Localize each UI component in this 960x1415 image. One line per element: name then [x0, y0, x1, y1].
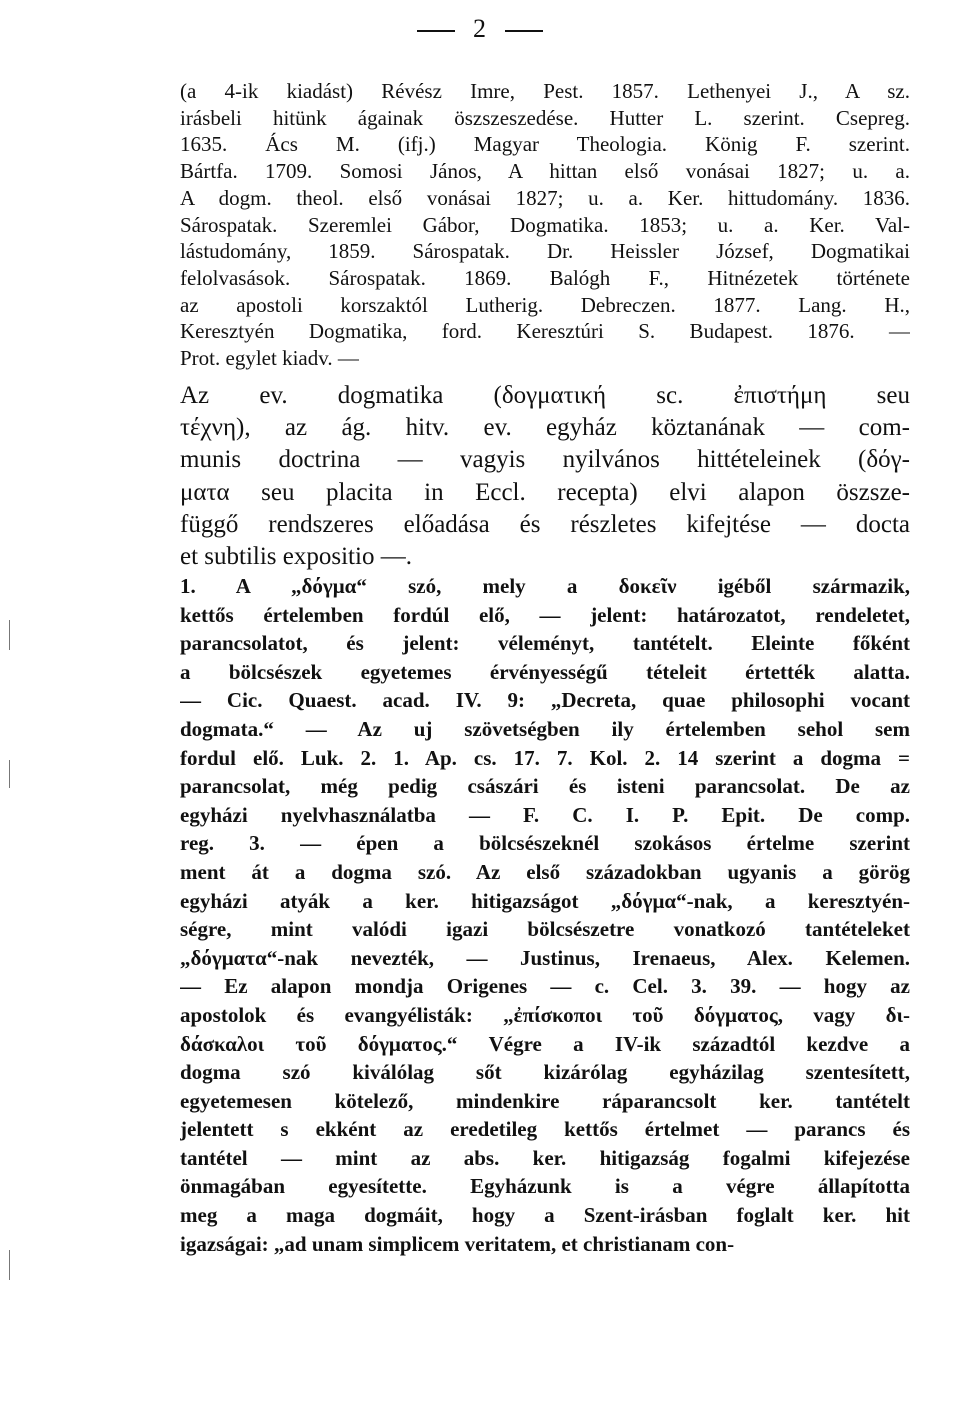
body-line: parancsolat, még pedig császári és isteni parancsolat. De az — [180, 774, 910, 799]
body-line: dogmata.“ — Az uj szövetségben ily értelemben sehol sem — [180, 716, 910, 741]
body-line: egyházi nyelvhasználatba — F. C. I. P. Epit. De comp. — [180, 802, 910, 827]
bibliography-line: az apostoli korszaktól Lutherig. Debreczen. 1877. Lang. H., — [180, 292, 910, 317]
definition-line: ματα seu placita in Eccl. recepta) elvi alapon öszsze- — [180, 478, 910, 506]
body-line: kettős értelemben fordúl elő, — jelent: határozatot, rendeletet, — [180, 602, 910, 627]
margin-mark — [9, 760, 10, 788]
definition-line: τέχνη), az ág. hitv. ev. egyház köztanának — com- — [180, 414, 910, 442]
bibliography-line: lástudomány, 1859. Sárospatak. Dr. Heissler József, Dogmatikai — [180, 239, 910, 264]
bibliography-line: A dogm. theol. első vonásai 1827; u. a. Ker. hittudomány. 1836. — [180, 185, 910, 210]
bibliography-paragraph — [180, 78, 910, 372]
body-line: önmagában egyesítette. Egyházunk is a végre állapította — [180, 1174, 910, 1199]
body-line: ment át a dogma szó. Az első századokban ugyanis a görög — [180, 859, 910, 884]
body-line: dogma szó kiválólag sőt kizárólag egyházilag szentesített, — [180, 1060, 910, 1085]
bibliography-line: 1635. Ács M. (ifj.) Magyar Theologia. König F. szerint. — [180, 132, 910, 157]
body-line: parancsolatot, és jelent: véleményt, tantételt. Eleinte főként — [180, 631, 910, 656]
page-number-value: 2 — [473, 14, 487, 43]
body-line: ségre, mint valódi igazi bölcsészetre vonatkozó tantételeket — [180, 917, 910, 942]
margin-mark — [9, 1250, 10, 1280]
body-line: „δόγματα“-nak nevezték, — Justinus, Irenaeus, Alex. Kelemen. — [180, 945, 910, 970]
body-paragraph — [180, 572, 910, 1258]
body-line: — Ez alapon mondja Origenes — c. Cel. 3. 39. — hogy az — [180, 974, 910, 999]
body-line: jelentett s ekként az eredetileg kettős értelmet — parancs és — [180, 1117, 910, 1142]
margin-mark — [9, 620, 10, 650]
definition-line: függő rendszeres előadása és részletes kifejtése — docta — [180, 510, 910, 538]
body-line: tantétel — mint az abs. ker. hitigazság fogalmi kifejezése — [180, 1145, 910, 1170]
body-line: egyetemesen kötelező, mindenkire ráparancsolt ker. tantételt — [180, 1088, 910, 1113]
body-line: 1. A „δόγμα“ szó, mely a δοκεῖν igéből származik, — [180, 574, 910, 598]
bibliography-line: felolvasások. Sárospatak. 1869. Balógh F., Hitnézetek története — [180, 265, 910, 290]
body-line: meg a maga dogmáit, hogy a Szent-irásban foglalt ker. hit — [180, 1203, 910, 1228]
page-number — [0, 14, 960, 44]
page-number-dash-right — [505, 30, 543, 32]
body-line: a bölcsészek egyetemes érvényességű tételeit értették alatta. — [180, 659, 910, 684]
definition-line: Az ev. dogmatika (δογματική sc. ἐπιστήμη seu — [180, 382, 910, 409]
bibliography-line: Bártfa. 1709. Somosi János, A hittan első vonásai 1827; u. a. — [180, 159, 910, 184]
bibliography-line: Prot. egylet kiadv. — — [180, 346, 359, 371]
body-line: reg. 3. — épen a bölcsészeknél szokásos értelme szerint — [180, 831, 910, 856]
body-line: δάσκαλοι τοῦ δόγματος.“ Végre a IV-ik századtól kezdve a — [180, 1031, 910, 1056]
body-line: fordul elő. Luk. 2. 1. Ap. cs. 17. 7. Kol. 2. 14 szerint a dogma = — [180, 745, 910, 770]
body-line: — Cic. Quaest. acad. IV. 9: „Decreta, quae philosophi vocant — [180, 688, 910, 713]
body-line: apostolok és evangyélisták: „ἐπίσκοποι τοῦ δόγματος, vagy δι- — [180, 1002, 910, 1027]
page-number-dash-left — [417, 30, 455, 32]
bibliography-line: Keresztyén Dogmatika, ford. Keresztúri S. Budapest. 1876. — — [180, 319, 910, 344]
body-line: igazságai: „ad unam simplicem veritatem, et christianam con- — [180, 1231, 735, 1256]
body-line: egyházi atyák a ker. hitigazságot „δόγμα“-nak, a keresztyén- — [180, 888, 910, 913]
bibliography-line: Sárospatak. Szeremlei Gábor, Dogmatika. 1853; u. a. Ker. Val- — [180, 212, 910, 237]
bibliography-line: irásbeli hitünk ágainak öszszeszedése. Hutter L. szerint. Csepreg. — [180, 105, 910, 130]
definition-line: munis doctrina — vagyis nyilvános hittételeinek (δόγ- — [180, 446, 910, 474]
bibliography-line: (a 4-ik kiadást) Révész Imre, Pest. 1857. Lethenyei J., A sz. — [180, 79, 910, 103]
definition-paragraph — [180, 380, 910, 573]
definition-line: et subtilis expositio —. — [180, 543, 412, 571]
